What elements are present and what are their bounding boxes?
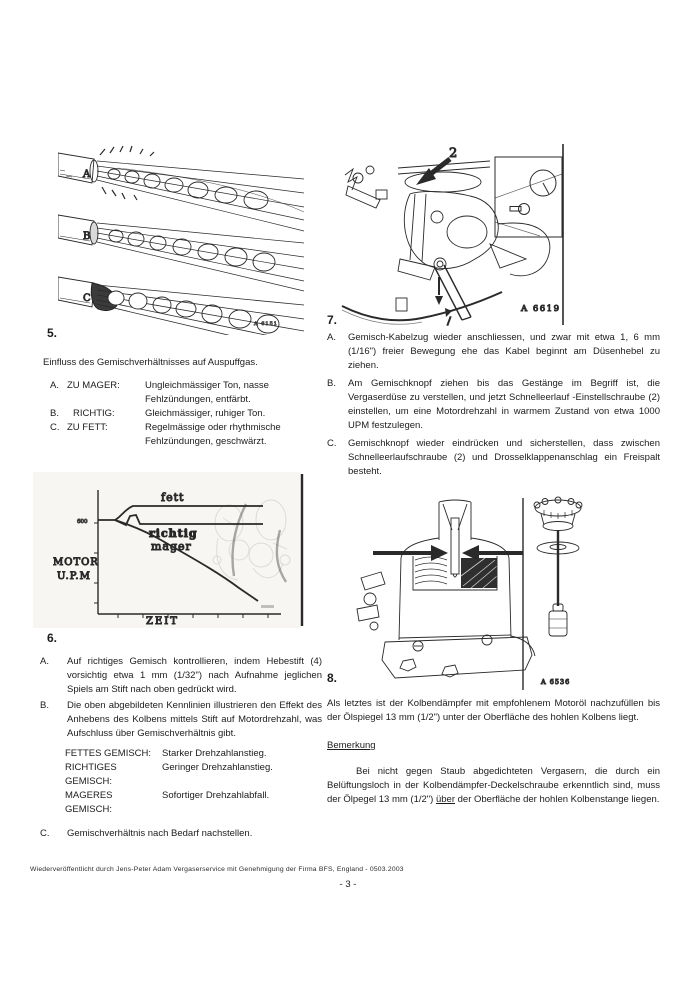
item-marker: C. — [327, 438, 337, 449]
item-marker: A. — [327, 332, 336, 343]
item-marker: A. — [40, 656, 49, 667]
item-desc: Gleichmässiger, ruhiger Ton. — [145, 408, 266, 419]
item-text: Gemischverhältnis nach Bedarf nachstellen. — [67, 828, 253, 839]
exhaust-label-a: A — [83, 169, 91, 180]
footer-credit: Wiederveröffentlicht durch Jens-Peter Adam Vergaserservice mit Genehmigung der Firma BFS, England - 0503.2003 — [30, 866, 404, 873]
mix-term: MAGERES GEMISCH: — [65, 790, 113, 815]
list-item — [327, 377, 660, 433]
exhaust-figure-number: A 6151 — [254, 321, 278, 327]
table-row — [65, 747, 322, 761]
mix-desc: Starker Drehzahlanstieg. — [162, 748, 267, 759]
section-5-intro: Einfluss des Gemischverhältnisses auf Auspuffgas. — [43, 357, 258, 368]
figure-exhaust-gas — [58, 143, 304, 335]
oil-level-arrows — [373, 545, 523, 561]
list-item — [50, 421, 315, 449]
mix-term: FETTES GEMISCH: — [65, 748, 152, 759]
figure-carburetor-adjustment — [340, 140, 568, 328]
note-paragraph — [327, 765, 660, 807]
section-7-heading: 7. — [327, 313, 338, 327]
figure-mixture-graph — [33, 468, 305, 630]
item-term: ZU FETT: — [67, 422, 108, 433]
item-marker: B. — [40, 700, 49, 711]
list-item — [40, 655, 322, 697]
item-marker: B. — [50, 408, 59, 419]
carburetor-callout-2: 2 — [449, 146, 458, 161]
exhaust-label-b: B — [83, 231, 91, 242]
exhaust-pipe-a — [58, 146, 304, 231]
mix-desc: Sofortiger Drehzahlabfall. — [162, 790, 270, 801]
figure-number-smudge — [261, 605, 274, 608]
item-text: Gemisch-Kabelzug wieder anschliessen, und zwar mit etwa 1, 6 mm (1/16") freier Bewegung ehe das Kabel beginnt am Düsenhebel zu ziehen. — [348, 332, 660, 371]
section-5-heading: 5. — [47, 326, 58, 340]
note-text-underlined: über — [435, 794, 455, 805]
figure-piston-damper — [355, 468, 647, 700]
section-8 — [327, 671, 660, 807]
exhaust-label-c: C — [83, 293, 91, 304]
list-item — [40, 699, 322, 741]
item-term: ZU MAGER: — [67, 380, 120, 391]
item-marker: C. — [50, 422, 60, 433]
carburetor-figure-number: A 6619 — [521, 304, 561, 314]
note-heading: Bemerkung — [327, 740, 376, 751]
section-6 — [40, 631, 322, 841]
y-axis-label-line2: U.P.M — [57, 571, 91, 582]
item-text: Auf richtiges Gemisch kontrollieren, indem Hebestift (4) vorsichtig etwa 1 mm (1/32") nach Aufnahme jeglichen Spiels am Stift nach oben gedrückt wird. — [67, 656, 322, 695]
item-marker: C. — [40, 828, 50, 839]
list-item — [50, 379, 315, 407]
section-8-heading: 8. — [327, 671, 338, 685]
section-5-list — [50, 379, 315, 449]
mixture-table — [65, 747, 322, 817]
y-axis-label-line1: MOTOR — [53, 557, 99, 568]
section-5 — [43, 326, 315, 449]
item-text: Gemischknopf wieder eindrücken und sicherstellen, dass zwischen Schnelleerlaufschraube (2) und Drosselklappenanschlag ein Freispalt besteht. — [348, 438, 660, 477]
item-text: Am Gemischknopf ziehen bis das Gestänge im Begriff ist, die Vergaserdüse zu verstellen, und jetzt Schnelleerlauf -Einstellschraube (2) einstellen, um eine Motordrehzahl in warmem Zustand von etwa 1000 UPM festzulegen. — [348, 378, 660, 431]
mix-term: RICHTIGES GEMISCH: — [65, 762, 117, 787]
item-desc: Ungleichmässiger Ton, nasse Fehlzündungen, entfärbt. — [145, 380, 269, 405]
item-marker: A. — [50, 380, 59, 391]
curve-mager-label: mager — [151, 540, 192, 553]
list-item — [50, 407, 315, 421]
item-term: RICHTIG: — [73, 408, 115, 419]
y-axis-tick-label: 600 — [77, 519, 88, 525]
exhaust-pipe-b — [58, 215, 304, 291]
x-axis-label: ZEIT — [146, 616, 179, 627]
table-row — [65, 789, 322, 817]
item-text: Die oben abgebildeten Kennlinien illustrieren den Effekt des Anhebens des Kolbens mittels Stift auf Motordrehzahl, was Aufschluss über Gemischverhältnis gibt. — [67, 700, 322, 739]
mix-desc: Geringer Drehzahlanstieg. — [162, 762, 273, 773]
damper-assembly — [534, 497, 582, 636]
curve-fett-label: fett — [161, 491, 185, 504]
section-7 — [327, 313, 660, 479]
section-8-paragraph: Als letztes ist der Kolbendämpfer mit empfohlenem Motoröl nachzufüllen bis der Ölspiegel 13 mm (1/2") unter der Oberfläche des hohlen Kolbens liegt. — [327, 698, 660, 723]
curve-richtig-label: richtig — [149, 527, 198, 540]
list-item — [40, 827, 322, 841]
note-text-a: Bei nicht gegen Staub abgedichteten Vergasern, die durch ein Belüftungsloch in der Kolbendämpfer-Deckelschraube erkenntlich sind, muss der Ölpegel 13 mm (1/2") — [327, 766, 660, 805]
note-text-b: der Oberfläche der hohlen Kolbenstange liegen. — [455, 794, 660, 805]
suction-chamber — [357, 500, 535, 678]
page-number: - 3 - — [339, 879, 357, 890]
list-item — [327, 331, 660, 373]
section-6-heading: 6. — [47, 631, 58, 645]
item-desc: Regelmässige oder rhythmische Fehlzündungen, geschwärzt. — [145, 422, 281, 447]
table-row — [65, 761, 322, 789]
item-marker: B. — [327, 378, 336, 389]
damper-figure-number: A 6536 — [541, 678, 571, 686]
